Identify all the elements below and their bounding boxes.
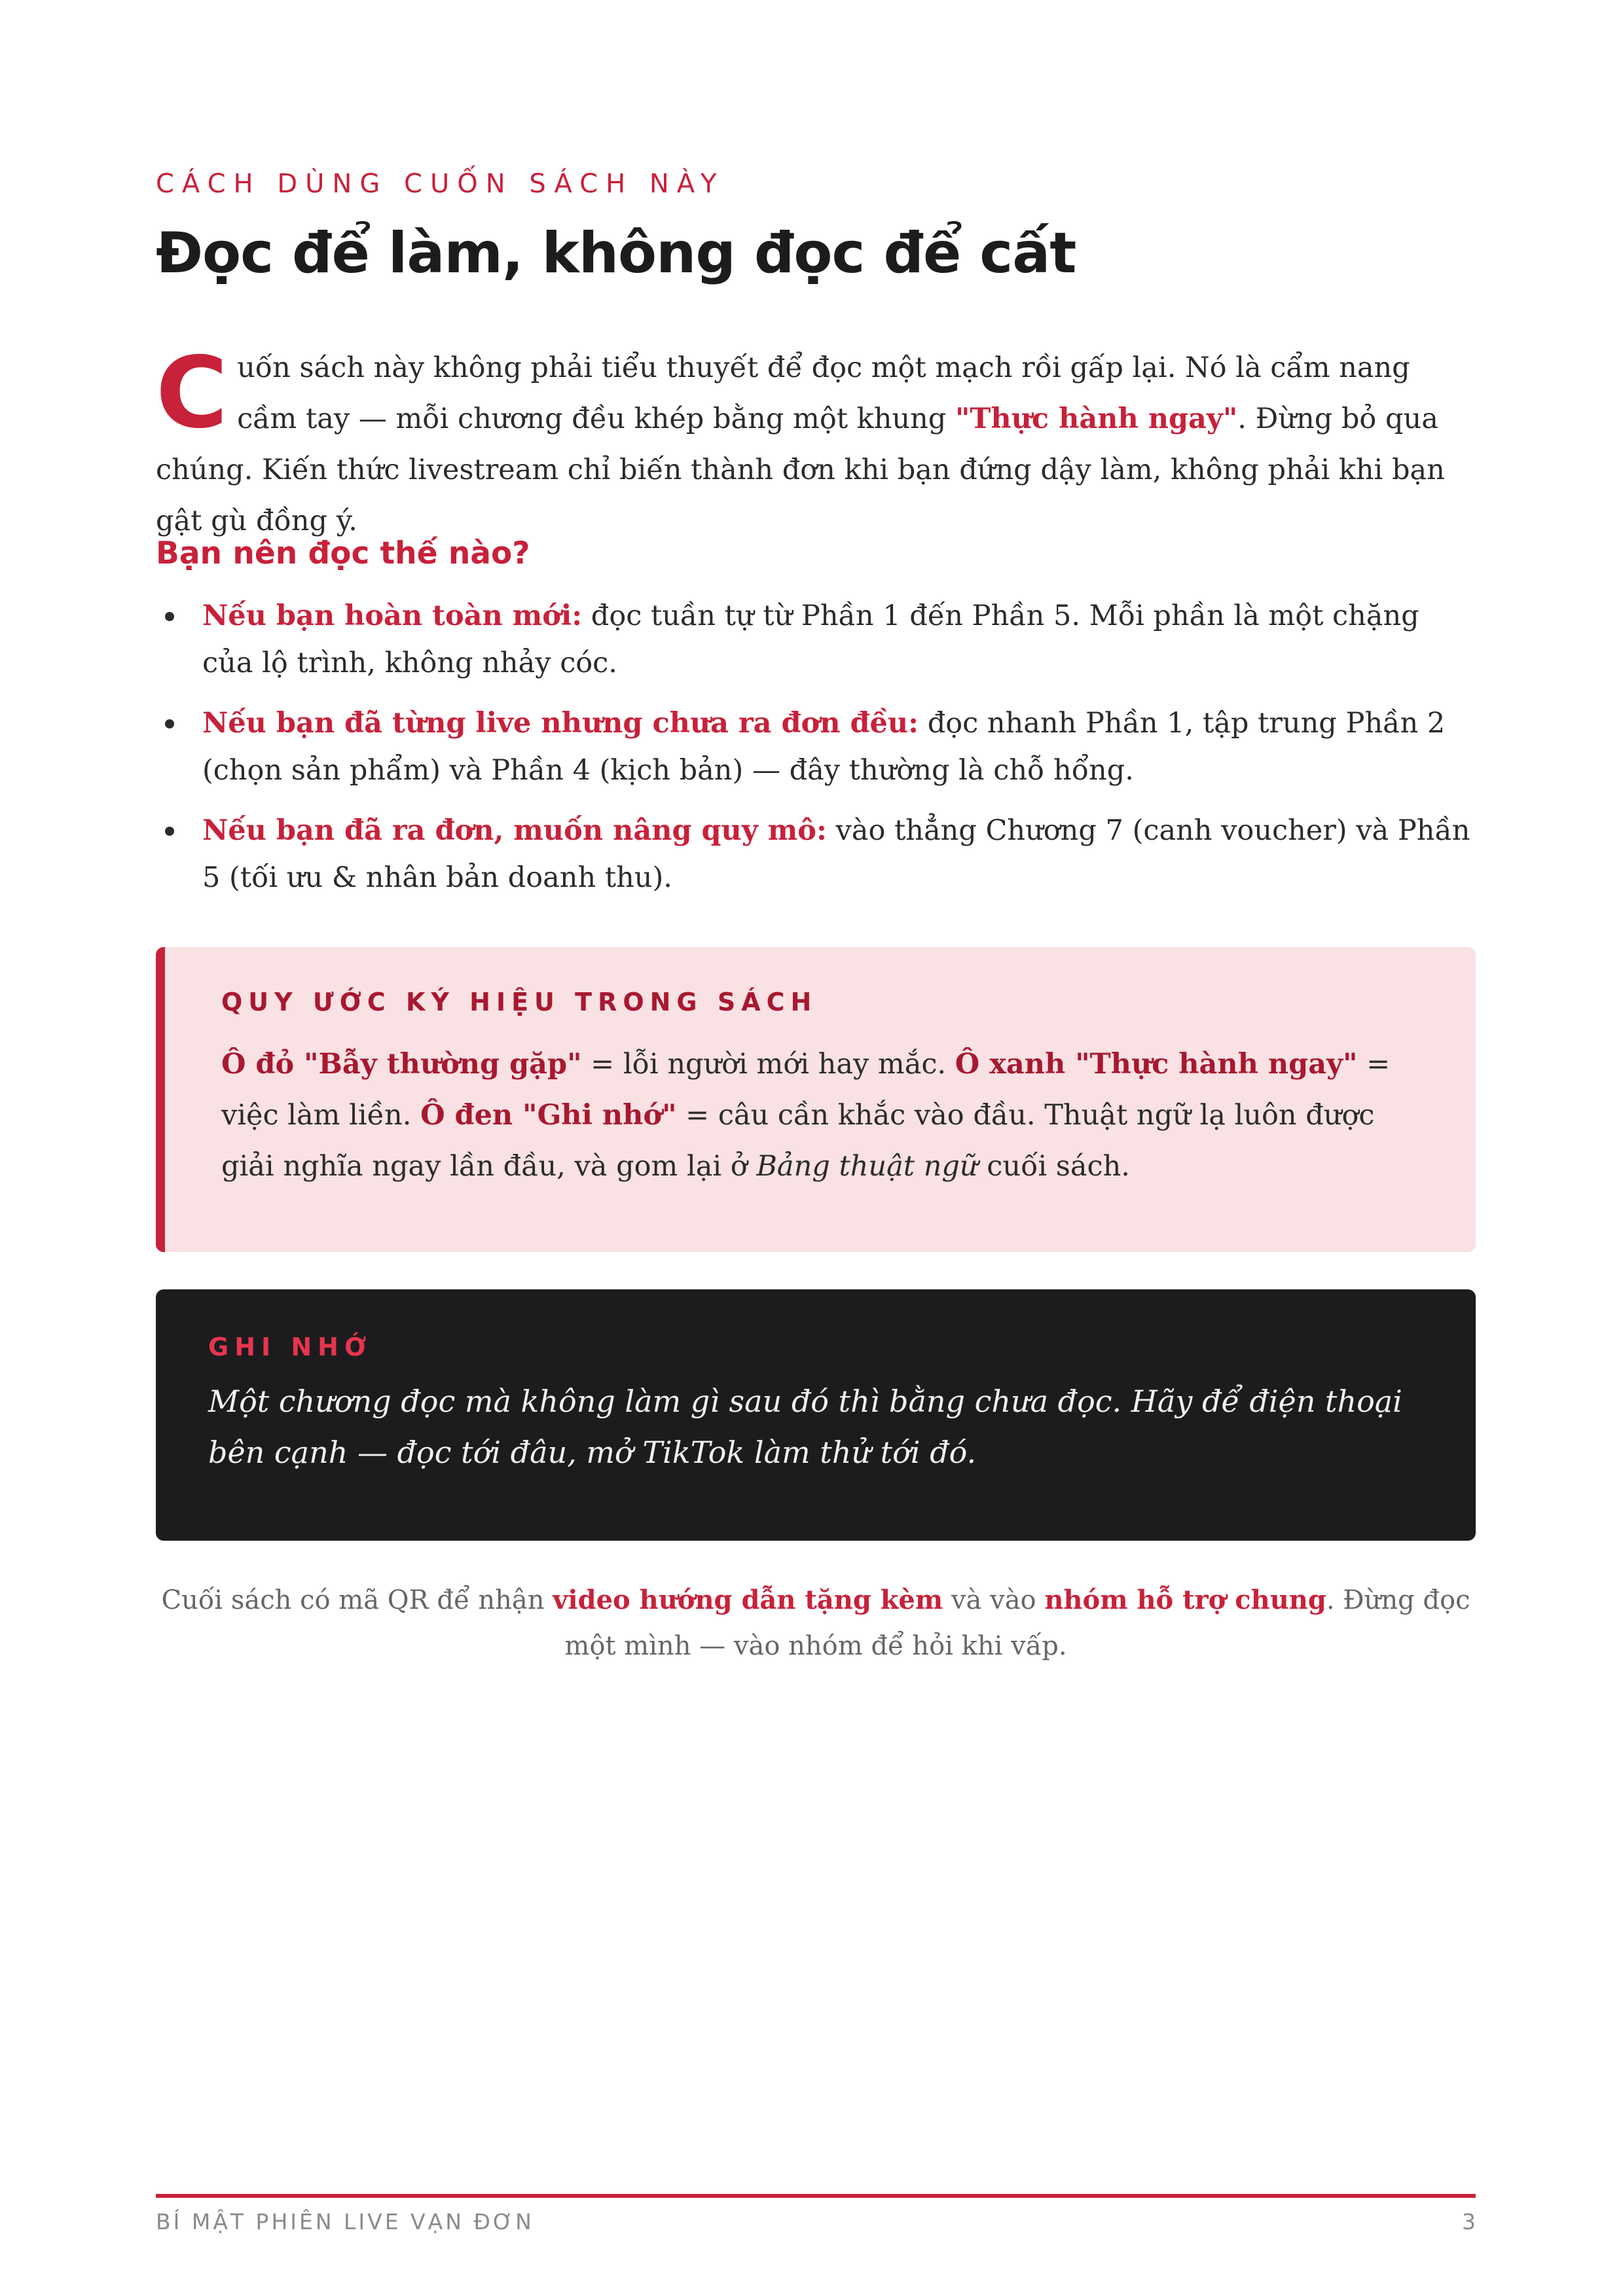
bullet-icon — [165, 612, 174, 621]
glossary-description: cuối sách. — [977, 1150, 1130, 1183]
remember-label: GHI NHỚ — [208, 1333, 373, 1361]
bullet-icon — [165, 719, 174, 728]
list-item-lead: Nếu bạn đã ra đơn, muốn nâng quy mô: — [202, 814, 827, 847]
blue-box-term: Ô xanh "Thực hành ngay" — [955, 1048, 1358, 1081]
support-group-highlight: nhóm hỗ trợ chung — [1044, 1585, 1326, 1615]
section-kicker: CÁCH DÙNG CUỐN SÁCH NÀY — [156, 169, 725, 199]
intro-text-2: . Đừng bỏ qua chúng. Kiến thức livestream chỉ biến thành đơn khi bạn đứng dậy làm, không phải khi bạn gật gù đồng ý. — [156, 403, 1445, 537]
list-item-text: đọc tuần tự từ Phần 1 đến Phần 5. Mỗi phần là một chặng của lộ trình, không nhảy cóc. — [202, 600, 1419, 679]
intro-paragraph — [156, 336, 1476, 547]
video-guide-highlight: video hướng dẫn tặng kèm — [553, 1585, 943, 1615]
list-item-lead: Nếu bạn hoàn toàn mới: — [202, 600, 583, 632]
red-box-description: = lỗi người mới hay mắc. — [581, 1048, 955, 1081]
glossary-term: Bảng thuật ngữ — [756, 1150, 978, 1183]
conventions-text — [221, 1039, 1423, 1192]
running-footer-title: BÍ MẬT PHIÊN LIVE VẠN ĐƠN — [156, 2209, 534, 2234]
conventions-label: QUY ƯỚC KÝ HIỆU TRONG SÁCH — [221, 988, 818, 1016]
intro-highlight: "Thực hành ngay" — [955, 403, 1238, 435]
book-page — [156, 0, 1476, 2296]
list-item — [156, 592, 1476, 687]
resources-note — [156, 1577, 1476, 1669]
list-item-text: đọc nhanh Phần 1, tập trung Phần 2 (chọn sản phẩm) và Phần 4 (kịch bản) — đây thường là chỗ hổng. — [202, 707, 1446, 787]
list-item-lead: Nếu bạn đã từng live nhưng chưa ra đơn đều: — [202, 707, 919, 740]
dropcap-letter: C — [156, 336, 228, 450]
list-item — [156, 700, 1476, 794]
footer-divider — [156, 2194, 1476, 2198]
black-box-term: Ô đen "Ghi nhớ" — [420, 1099, 677, 1132]
list-item-text: vào thẳng Chương 7 (canh voucher) và Phần 5 (tối ưu & nhân bản doanh thu). — [202, 814, 1470, 894]
red-box-term: Ô đỏ "Bẫy thường gặp" — [221, 1048, 582, 1081]
intro-text-1: uốn sách này không phải tiểu thuyết để đọc một mạch rồi gấp lại. Nó là cẩm nang cầm tay — mỗi chương đều khép bằng một khung — [237, 351, 1410, 435]
remember-text: Một chương đọc mà không làm gì sau đó thì bằng chưa đọc. Hãy để điện thoại bên cạnh — đọc tới đâu, mở TikTok làm thử tới đó. — [208, 1384, 1402, 1470]
reading-guide-list — [156, 592, 1476, 914]
page-title: Đọc để làm, không đọc để cất — [156, 221, 1076, 286]
note-text-2: và vào — [943, 1585, 1045, 1615]
conventions-callout — [156, 947, 1476, 1252]
reading-guide-heading: Bạn nên đọc thế nào? — [156, 535, 530, 571]
page-number: 3 — [1462, 2209, 1476, 2234]
note-text-1: Cuối sách có mã QR để nhận — [161, 1585, 553, 1615]
black-box-description: = câu cần khắc vào đầu. Thuật ngữ lạ luôn được giải nghĩa ngay lần đầu, và gom lại ở — [221, 1099, 1375, 1183]
note-text-3: . Đừng đọc một mình — vào nhóm để hỏi khi vấp. — [564, 1585, 1470, 1661]
remember-callout — [156, 1289, 1476, 1541]
list-item — [156, 807, 1476, 901]
bullet-icon — [165, 827, 174, 836]
blue-box-description: = việc làm liền. — [221, 1048, 1391, 1132]
